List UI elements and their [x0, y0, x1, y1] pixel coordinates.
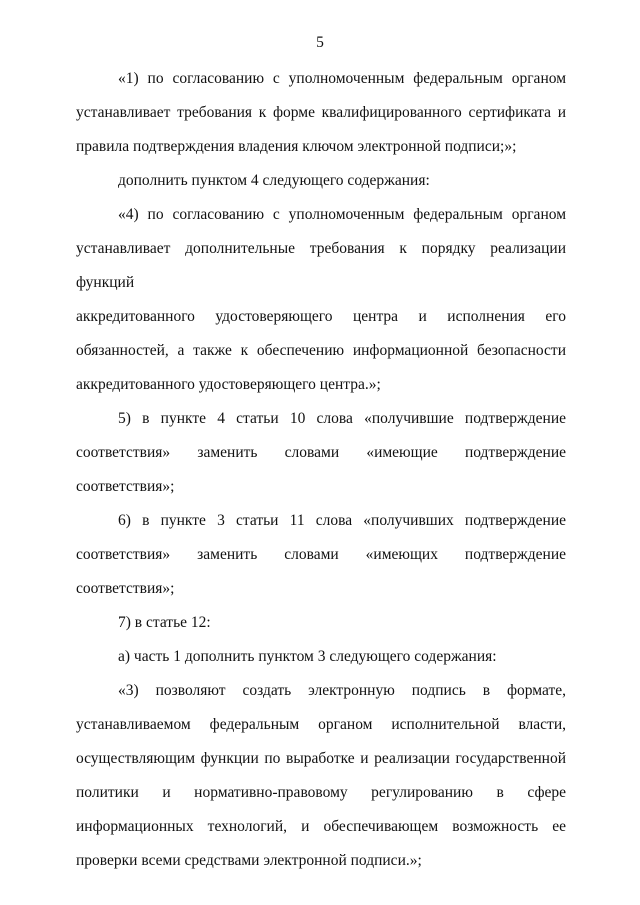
- paragraph: [76, 606, 566, 640]
- paragraph: [76, 62, 566, 164]
- text-line: 7) в статье 12:: [118, 614, 211, 631]
- text-line: 5) в пункте 4 статьи 10 слова «получившие подтверждение: [118, 410, 566, 427]
- text-line: «1) по согласованию с уполномоченным федеральным органом: [118, 70, 566, 87]
- text-line: 6) в пункте 3 статьи 11 слова «получивших подтверждение: [118, 512, 566, 529]
- text-line: устанавливаемом федеральным органом исполнительной власти,: [76, 716, 566, 733]
- text-line: устанавливает требования к форме квалифицированного сертификата и: [76, 104, 566, 121]
- text-line: аккредитованного удостоверяющего центра.»;: [76, 376, 381, 393]
- text-line: правила подтверждения владения ключом электронной подписи;»;: [76, 138, 517, 155]
- text-line: дополнить пунктом 4 следующего содержания:: [118, 172, 430, 189]
- text-line: а) часть 1 дополнить пунктом 3 следующего содержания:: [118, 648, 497, 665]
- paragraph: [76, 504, 566, 606]
- text-line: информационных технологий, и обеспечивающем возможность ее: [76, 818, 566, 835]
- text-line: устанавливает дополнительные требования к порядку реализации функций: [76, 240, 566, 291]
- text-line: проверки всеми средствами электронной подписи.»;: [76, 852, 422, 869]
- text-line: осуществляющим функции по выработке и реализации государственной: [76, 750, 566, 767]
- paragraph: [76, 674, 566, 878]
- text-line: соответствия» заменить словами «имеющие подтверждение соответствия»;: [76, 444, 566, 495]
- paragraph: [76, 198, 566, 402]
- text-line: обязанностей, а также к обеспечению информационной безопасности: [76, 342, 566, 359]
- paragraph: [76, 164, 566, 198]
- text-line: политики и нормативно-правовому регулированию в сфере: [76, 784, 566, 801]
- document-body: [76, 62, 566, 878]
- page-number: 5: [316, 34, 324, 51]
- text-line: аккредитованного удостоверяющего центра и исполнения его: [76, 308, 566, 325]
- paragraph: [76, 402, 566, 504]
- paragraph: [76, 640, 566, 674]
- text-line: «4) по согласованию с уполномоченным федеральным органом: [118, 206, 566, 223]
- text-line: соответствия» заменить словами «имеющих подтверждение соответствия»;: [76, 546, 566, 597]
- text-line: «3) позволяют создать электронную подпись в формате,: [118, 682, 566, 699]
